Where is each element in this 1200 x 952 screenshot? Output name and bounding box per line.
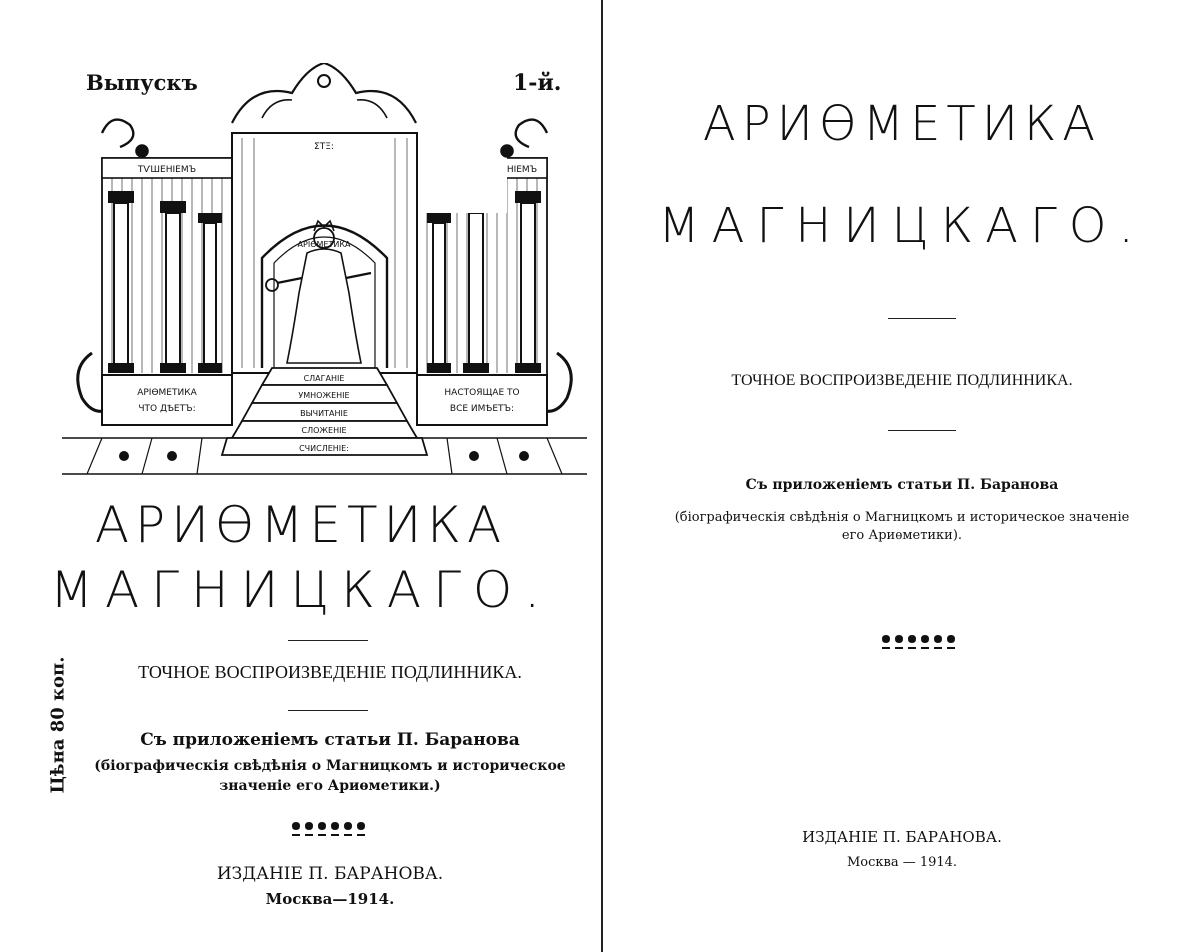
- right-title-line1: АРИѲМЕТИКА: [702, 96, 1102, 152]
- left-supplement: Съ приложеніемъ статьи П. Баранова: [140, 730, 520, 750]
- inscription-step-1: СЛАГАНІЕ: [303, 374, 345, 383]
- left-title-line1: АРИѲМЕТИКА: [94, 496, 508, 554]
- inscription-top-left-beam: ТѴШЕНІЕМЪ: [137, 165, 197, 175]
- right-rule-1: [888, 318, 956, 319]
- page-divider: [601, 0, 603, 952]
- left-rule-2: [288, 710, 368, 711]
- left-subtitle: ТОЧНОЕ ВОСПРОИЗВЕДЕНІЕ ПОДЛИННИКА.: [138, 662, 522, 682]
- right-supplement-note-2: его Ариѳметики).: [841, 528, 963, 543]
- inscription-left-plaque-1: АРІѲМЕТИКА: [137, 388, 197, 398]
- fleuron-row-icon: [880, 631, 960, 651]
- left-supplement-note-1: (біографическія свѣдѣнія о Магницкомъ и историческое: [94, 758, 566, 774]
- inscription-top: ΣΤΞ:: [314, 142, 334, 152]
- price-vertical: [40, 650, 76, 800]
- inscription-step-4: СЛОЖЕНІЕ: [301, 426, 347, 435]
- right-publisher: ИЗДАНІЕ П. БАРАНОВА.: [802, 828, 1002, 846]
- right-supplement: Съ приложеніемъ статьи П. Баранова: [745, 477, 1059, 493]
- left-place-year: Москва—1914.: [265, 890, 395, 908]
- price-text: Цѣна 80 коп.: [47, 656, 69, 794]
- left-title-line2: МАГНИЦКАГО.: [49, 561, 553, 619]
- issue-label: Выпускъ: [86, 70, 198, 95]
- left-publisher: ИЗДАНІЕ П. БАРАНОВА.: [216, 864, 444, 884]
- left-supplement-note-2: значеніе его Ариѳметики.): [219, 778, 441, 794]
- right-place-year: Москва — 1914.: [846, 855, 958, 870]
- inscription-right-plaque-2: ВСЕ ИМѢЕТЪ:: [449, 404, 515, 414]
- left-rule-1: [288, 640, 368, 641]
- right-subtitle: ТОЧНОЕ ВОСПРОИЗВЕДЕНІЕ ПОДЛИННИКА.: [731, 372, 1073, 389]
- inscription-step-3: ВЫЧИТАНІЕ: [300, 409, 348, 418]
- inscription-step-2: УМНОЖЕНІЕ: [298, 391, 350, 400]
- issue-number: 1-й.: [513, 70, 562, 96]
- right-rule-2: [888, 430, 956, 431]
- inscription-arch: АРІѲМЕТИКА: [297, 240, 351, 249]
- right-title-line2: МАГНИЦКАГО.: [658, 198, 1146, 254]
- right-supplement-note-1: (біографическія свѣдѣнія о Магницкомъ и историческое значеніе: [674, 510, 1130, 525]
- fleuron-row-icon: [290, 818, 370, 838]
- inscription-right-plaque-1: НАСТОЯЩАЕ ТО: [444, 388, 520, 398]
- inscription-top-right-beam: НІЕМЪ: [506, 165, 538, 175]
- right-page-title: [604, 0, 1200, 952]
- temple-engraving-icon: [62, 63, 587, 475]
- inscription-step-5: СЧИСЛЕНІЕ:: [299, 444, 349, 453]
- inscription-left-plaque-2: ЧТО ДѢЕТЪ:: [138, 404, 196, 414]
